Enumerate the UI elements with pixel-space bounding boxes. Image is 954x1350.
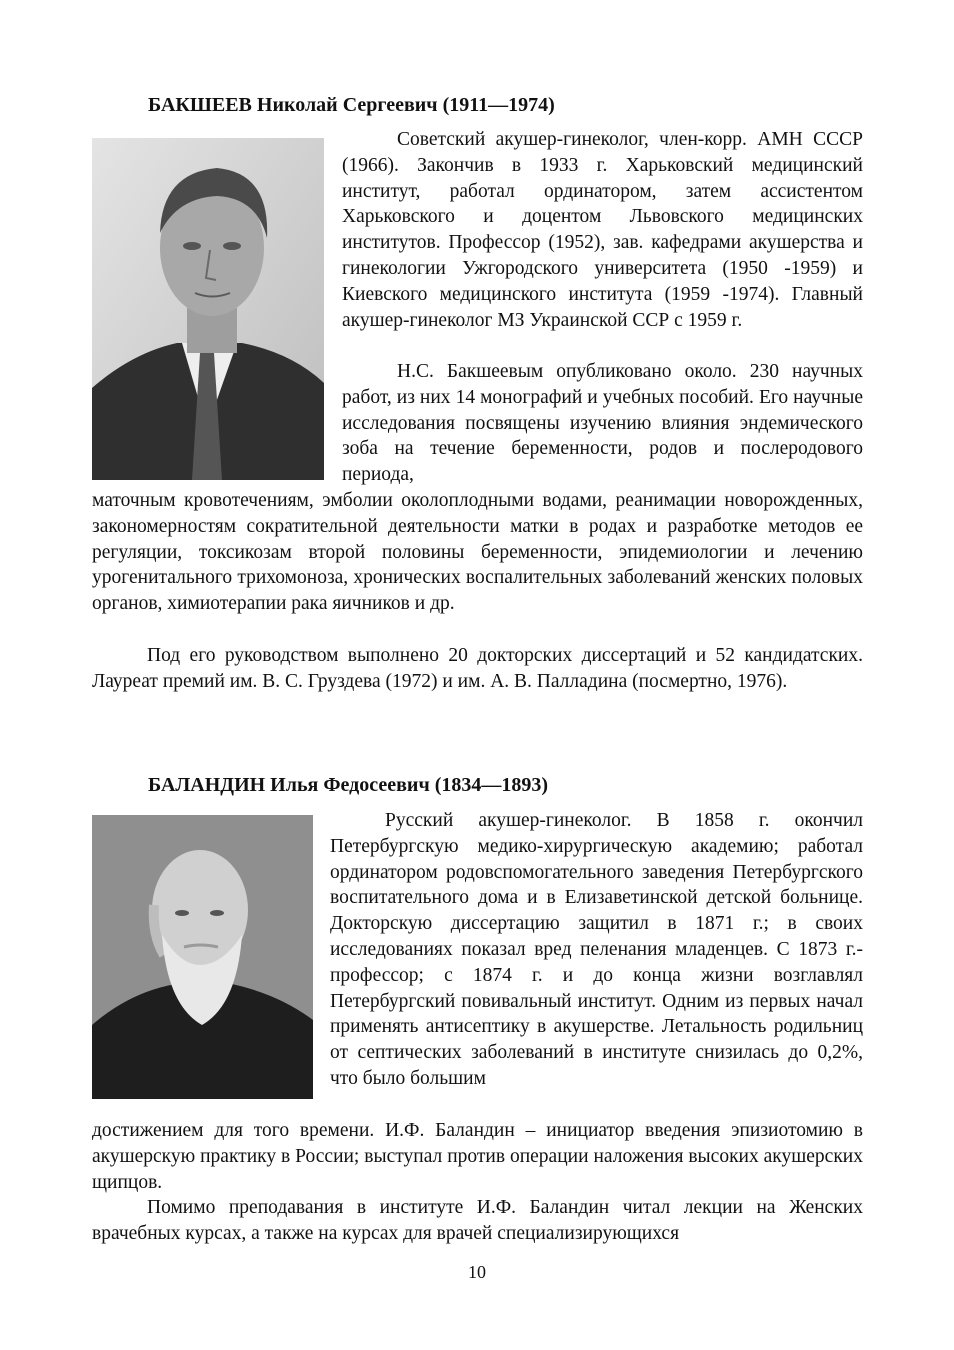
article-heading: БАКШЕЕВ Николай Сергеевич (1911—1974): [148, 94, 555, 116]
article-paragraph: Под его руководством выполнено 20 докторских диссертаций и 52 кандидатских. Лауреат премий им. В. С. Груздева (1972) и им. А. В. Палладина (посмертно, 1976).: [92, 645, 863, 692]
article-paragraph: Русский акушер-гинеколог. В 1858 г. окончил Петербургскую медико-хирургическую академию; работал ординатором родовспомогательного заведения Петербургского воспитательного дома и в Елизаветинской детской больнице. Докторскую диссертацию защитил в 1871 г.; в своих исследованиях показал вред пеленания младенцев. С 1873 г.-профессор; с 1874 г. и до конца жизни возглавлял Петербургский повивальный институт. Одним из первых начал применять антисептику в акушерстве. Летальность родильниц от септических заболеваний в институте снизилась до 0,2%, что было большим: [330, 810, 863, 1089]
article-paragraph-continuation: достижением для того времени. И.Ф. Баландин – инициатор введения эпизиотомию в акушерскую практику в России; выступал против операции наложения высоких акушерских щипцов.: [92, 1120, 863, 1193]
article-heading: БАЛАНДИН Илья Федосеевич (1834—1893): [148, 774, 549, 796]
article-paragraph: Помимо преподавания в институте И.Ф. Баландин читал лекции на Женских врачебных курсах, а также на курсах для врачей специализирующихся: [92, 1197, 863, 1244]
portrait-photo-baksheev: [92, 138, 324, 480]
article-paragraph: Советский акушер-гинеколог, член-корр. АМН СССР (1966). Закончив в 1933 г. Харьковский медицинский институт, работал ординатором, затем ассистентом Харьковского и доцентом Львовского медицинских институтов. Профессор (1952), зав. кафедрами акушерства и гинекологии Ужгородского университета (1950 -1959) и Киевского медицинского института (1959 -1974). Главный акушер-гинеколог МЗ Украинской ССР с 1959 г.: [342, 129, 863, 331]
article-paragraph-continuation: маточным кровотечениям, эмболии околоплодными водами, реанимации новорожденных, закономерностям сократительной деятельности матки в родах и разработке методов ее регуляции, токсикозам второй половины беременности, эпидемиологии и лечению урогенитального трихомоноза, хронических воспалительных заболеваний женских половых органов, химиотерапии рака яичников и др.: [92, 490, 863, 615]
page-number: 10: [468, 1262, 486, 1282]
portrait-photo-balandin: [92, 815, 313, 1099]
article-paragraph: Н.С. Бакшеевым опубликовано около. 230 научных работ, из них 14 монографий и учебных пособий. Его научные исследования посвящены изучению влияния эндемического зоба на течение беременности, родов и послеродового периода,: [342, 361, 863, 486]
